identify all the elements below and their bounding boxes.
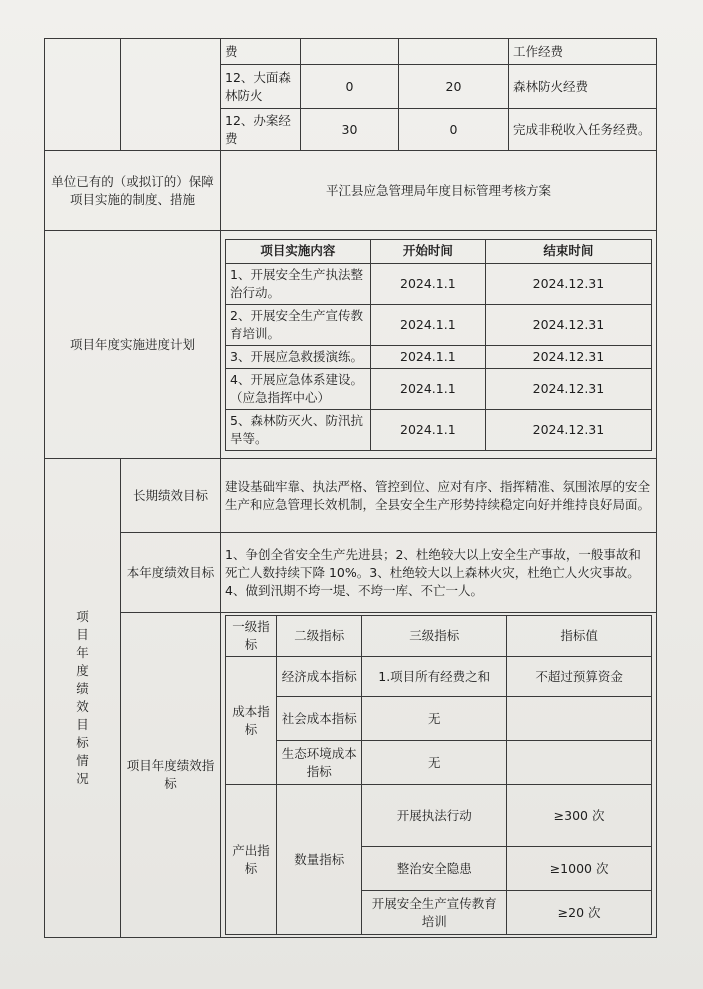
header-value: 指标值 (507, 616, 652, 657)
quantity-indicator-label: 数量指标 (277, 785, 362, 935)
budget-row (45, 39, 657, 65)
schedule-header-end: 结束时间 (485, 239, 651, 263)
long-term-label: 长期绩效目标 (121, 459, 221, 533)
cost-level3: 1.项目所有经费之和 (362, 657, 507, 697)
schedule-header-content: 项目实施内容 (226, 239, 371, 263)
quantity-value: ≥20 次 (507, 891, 652, 935)
budget-note: 工作经费 (509, 39, 657, 65)
budget-value-2: 0 (399, 109, 509, 151)
long-term-row (45, 459, 657, 533)
schedule-end: 2024.12.31 (485, 304, 651, 345)
cost-value: 不超过预算资金 (507, 657, 652, 697)
schedule-row-item (226, 304, 652, 345)
cost-level2: 经济成本指标 (277, 657, 362, 697)
blank-cell (45, 39, 121, 151)
indicators-row (45, 613, 657, 938)
cost-level2: 社会成本指标 (277, 697, 362, 741)
schedule-header-start: 开始时间 (370, 239, 485, 263)
quantity-level3: 整治安全隐患 (362, 847, 507, 891)
indicators-label: 项目年度绩效指标 (121, 613, 221, 938)
budget-item: 12、办案经费 (221, 109, 301, 151)
system-value: 平江县应急管理局年度目标管理考核方案 (221, 151, 657, 231)
budget-value-2: 20 (399, 65, 509, 109)
annual-label: 本年度绩效目标 (121, 533, 221, 613)
quantity-value: ≥1000 次 (507, 847, 652, 891)
blank-cell (121, 39, 221, 151)
schedule-row-item (226, 409, 652, 450)
schedule-row-item (226, 345, 652, 368)
cost-indicator-label: 成本指标 (226, 657, 277, 785)
schedule-row-item (226, 368, 652, 409)
schedule-table (225, 239, 652, 451)
performance-label (45, 459, 121, 938)
output-indicator-label: 产出指标 (226, 785, 277, 935)
cost-value (507, 697, 652, 741)
budget-note: 森林防火经费 (509, 65, 657, 109)
header-level2: 二级指标 (277, 616, 362, 657)
schedule-label: 项目年度实施进度计划 (45, 231, 221, 459)
schedule-row-item (226, 263, 652, 304)
system-label: 单位已有的（或拟订的）保障项目实施的制度、措施 (45, 151, 221, 231)
schedule-end: 2024.12.31 (485, 345, 651, 368)
header-level3: 三级指标 (362, 616, 507, 657)
budget-value-2 (399, 39, 509, 65)
schedule-start: 2024.1.1 (370, 304, 485, 345)
cost-value (507, 741, 652, 785)
performance-label-text: 项目年度绩效目标情况 (76, 609, 89, 786)
system-row (45, 151, 657, 231)
schedule-end: 2024.12.31 (485, 263, 651, 304)
cost-level2: 生态环境成本指标 (277, 741, 362, 785)
schedule-end: 2024.12.31 (485, 368, 651, 409)
budget-item: 12、大面森林防火 (221, 65, 301, 109)
budget-document-table (44, 38, 657, 938)
budget-value-1 (301, 39, 399, 65)
schedule-start: 2024.1.1 (370, 263, 485, 304)
long-term-text: 建设基础牢靠、执法严格、管控到位、应对有序、指挥精准、氛围浓厚的安全生产和应急管理长效机制，全县安全生产形势持续稳定向好并维持良好局面。 (221, 459, 657, 533)
schedule-end: 2024.12.31 (485, 409, 651, 450)
schedule-content: 1、开展安全生产执法整治行动。 (226, 263, 371, 304)
schedule-start: 2024.1.1 (370, 409, 485, 450)
annual-row (45, 533, 657, 613)
cost-level3: 无 (362, 697, 507, 741)
budget-value-1: 0 (301, 65, 399, 109)
header-level1: 一级指标 (226, 616, 277, 657)
schedule-content: 2、开展安全生产宣传教育培训。 (226, 304, 371, 345)
annual-text: 1、争创全省安全生产先进县；2、杜绝较大以上安全生产事故，一般事故和死亡人数持续下降 10%。3、杜绝较大以上森林火灾，杜绝亡人火灾事故。4、做到汛期不垮一堤、不垮一库、不亡一人。 (221, 533, 657, 613)
schedule-row (45, 231, 657, 459)
budget-value-1: 30 (301, 109, 399, 151)
cost-level3: 无 (362, 741, 507, 785)
schedule-content: 5、森林防灭火、防汛抗旱等。 (226, 409, 371, 450)
schedule-content: 4、开展应急体系建设。（应急指挥中心） (226, 368, 371, 409)
quantity-value: ≥300 次 (507, 785, 652, 847)
schedule-start: 2024.1.1 (370, 368, 485, 409)
schedule-content: 3、开展应急救援演练。 (226, 345, 371, 368)
indicators-table (225, 615, 652, 935)
quantity-level3: 开展执法行动 (362, 785, 507, 847)
budget-note: 完成非税收入任务经费。 (509, 109, 657, 151)
schedule-start: 2024.1.1 (370, 345, 485, 368)
quantity-level3: 开展安全生产宣传教育培训 (362, 891, 507, 935)
budget-item: 费 (221, 39, 301, 65)
